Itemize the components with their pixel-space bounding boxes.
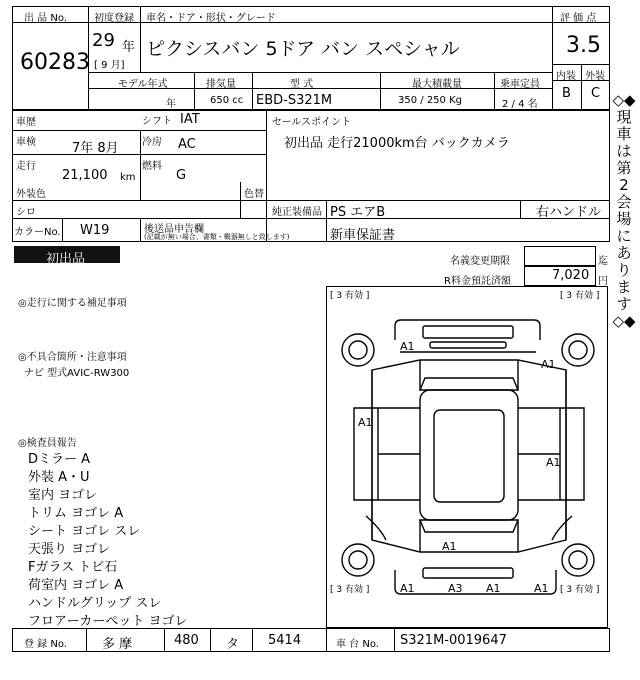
first-listing-badge-text: 初出品 (46, 252, 86, 267)
lot-label: 出 品 No. (24, 13, 67, 24)
inspector-item: 外装 A・U (28, 470, 90, 485)
svg-text:A1: A1 (534, 582, 549, 595)
steering-value: 右ハンドル (536, 205, 602, 220)
driving-notes-title: ◎走行に関する補足事項 (18, 298, 127, 309)
defects-title: ◎不具合箇所・注意事項 (18, 352, 127, 363)
sales-point-label: セールスポイント (272, 117, 352, 128)
ac-label: 冷房 (142, 137, 162, 148)
reg-number: 5414 (268, 633, 302, 648)
svg-text:A1: A1 (400, 340, 415, 353)
exterior-color-value: シロ (16, 207, 36, 218)
ac-value: AC (178, 137, 196, 152)
fuel-label: 燃料 (142, 161, 162, 172)
inspector-item: 室内 ヨゴレ (28, 488, 98, 503)
exterior-label: 外装 (585, 71, 605, 82)
inspector-item: 天張り ヨゴレ (28, 542, 111, 557)
recycle-value: 7,020 (552, 268, 590, 283)
aftermarket-note: (記載が無い場合、書類・概器無しと致します) (144, 233, 290, 241)
shift-value: IAT (180, 112, 200, 127)
color-no-label: カラーNo. (14, 227, 61, 238)
sales-point-text: 初出品 走行21000km台 バックカメラ (284, 136, 510, 151)
exterior-color-label: 外装色 (16, 189, 46, 200)
reg-no-label: 登 録 No. (24, 639, 67, 650)
aftermarket-label: 後送品申告欄 (144, 224, 204, 235)
col-displacement: 排気量 (206, 79, 236, 90)
reg-kana: タ (226, 637, 240, 652)
reg-month: [ 9 月] (94, 60, 125, 71)
shift-label: シフト (142, 116, 172, 127)
svg-text:A1: A1 (442, 540, 457, 553)
svg-text:A1: A1 (358, 416, 373, 429)
inspector-item: Fガラス トビ石 (28, 560, 118, 575)
inspector-title: ◎検査員報告 (18, 438, 77, 449)
col-type: 型 式 (290, 79, 314, 90)
svg-text:[ 3 有効 ]: [ 3 有効 ] (330, 585, 370, 595)
color-no-value: W19 (80, 223, 110, 238)
equipment-value: PS エアB (330, 205, 386, 220)
mileage-unit: km (120, 172, 136, 183)
svg-text:A1: A1 (546, 456, 561, 469)
svg-text:A1: A1 (486, 582, 501, 595)
name-change-label: 名義変更期限 (450, 256, 510, 267)
capacity-value: 2 / 4 名 (502, 99, 538, 110)
year-model-unit: 年 (166, 99, 176, 110)
exterior-score: C (591, 86, 601, 101)
reg-area: 多 摩 (102, 637, 133, 652)
inspector-item: 荷室内 ヨゴレ A (28, 578, 124, 593)
mileage-value: 21,100 (62, 168, 108, 183)
inspector-item: シート ヨゴレ スレ (28, 524, 141, 539)
defects-item: ナビ 型式AVIC-RW300 (24, 368, 130, 379)
inspection-value: 7年 8月 (72, 141, 119, 156)
col-max-load: 最大積載量 (412, 79, 462, 90)
mileage-label: 走行 (16, 161, 36, 172)
col-capacity: 乗車定員 (500, 79, 540, 90)
svg-text:A1: A1 (541, 358, 556, 371)
warranty-value: 新車保証書 (330, 228, 396, 243)
equipment-label: 純正装備品 (272, 207, 322, 218)
venue-side-note: ◇◆現車は第2会場にあります◇◆ (612, 91, 636, 330)
car-diagram-frame (326, 286, 608, 628)
color-code-label: 色替 (244, 189, 264, 200)
score-label: 評 価 点 (560, 13, 597, 24)
svg-text:A1: A1 (400, 582, 415, 595)
max-load-value: 350 / 250 Kg (398, 95, 462, 106)
model-name: ピクシスバン 5ドア バン スペシャル (146, 38, 460, 60)
name-change-field (524, 246, 596, 266)
inspection-label: 車検 (16, 137, 36, 148)
inspector-item: ハンドルグリップ スレ (28, 596, 162, 611)
svg-text:[ 3 有効 ]: [ 3 有効 ] (330, 291, 370, 301)
interior-label: 内装 (556, 71, 576, 82)
inspector-item: トリム ヨゴレ A (28, 506, 124, 521)
reg-year-unit: 年 (122, 40, 136, 55)
recycle-label: R料金預託済額 (444, 276, 511, 287)
reg-class: 480 (174, 633, 199, 648)
interior-score: B (562, 86, 571, 101)
fuel-value: G (176, 168, 187, 183)
displacement-value: 650 cc (210, 95, 244, 106)
inspector-item: Dミラー A (28, 452, 91, 467)
name-change-unit: 迄 (598, 256, 608, 267)
history-label: 車歴 (16, 117, 36, 128)
lot-number: 60283 (20, 50, 90, 75)
reg-date-label: 初度登録 (94, 13, 134, 24)
overall-score: 3.5 (566, 33, 601, 58)
inspector-item: フロアーカーペット ヨゴレ (28, 614, 188, 629)
chassis-label: 車 台 No. (336, 639, 379, 650)
col-year-model: モデル年式 (118, 79, 168, 90)
svg-text:[ 3 有効 ]: [ 3 有効 ] (560, 291, 600, 301)
svg-text:[ 3 有効 ]: [ 3 有効 ] (560, 585, 600, 595)
recycle-unit: 円 (598, 276, 608, 287)
model-label: 車名・ドア・形状・グレード (146, 13, 276, 24)
reg-year: 29 (92, 30, 115, 51)
type-code: EBD-S321M (256, 93, 333, 108)
chassis-number: S321M-0019647 (400, 633, 507, 648)
svg-text:A3: A3 (448, 582, 463, 595)
